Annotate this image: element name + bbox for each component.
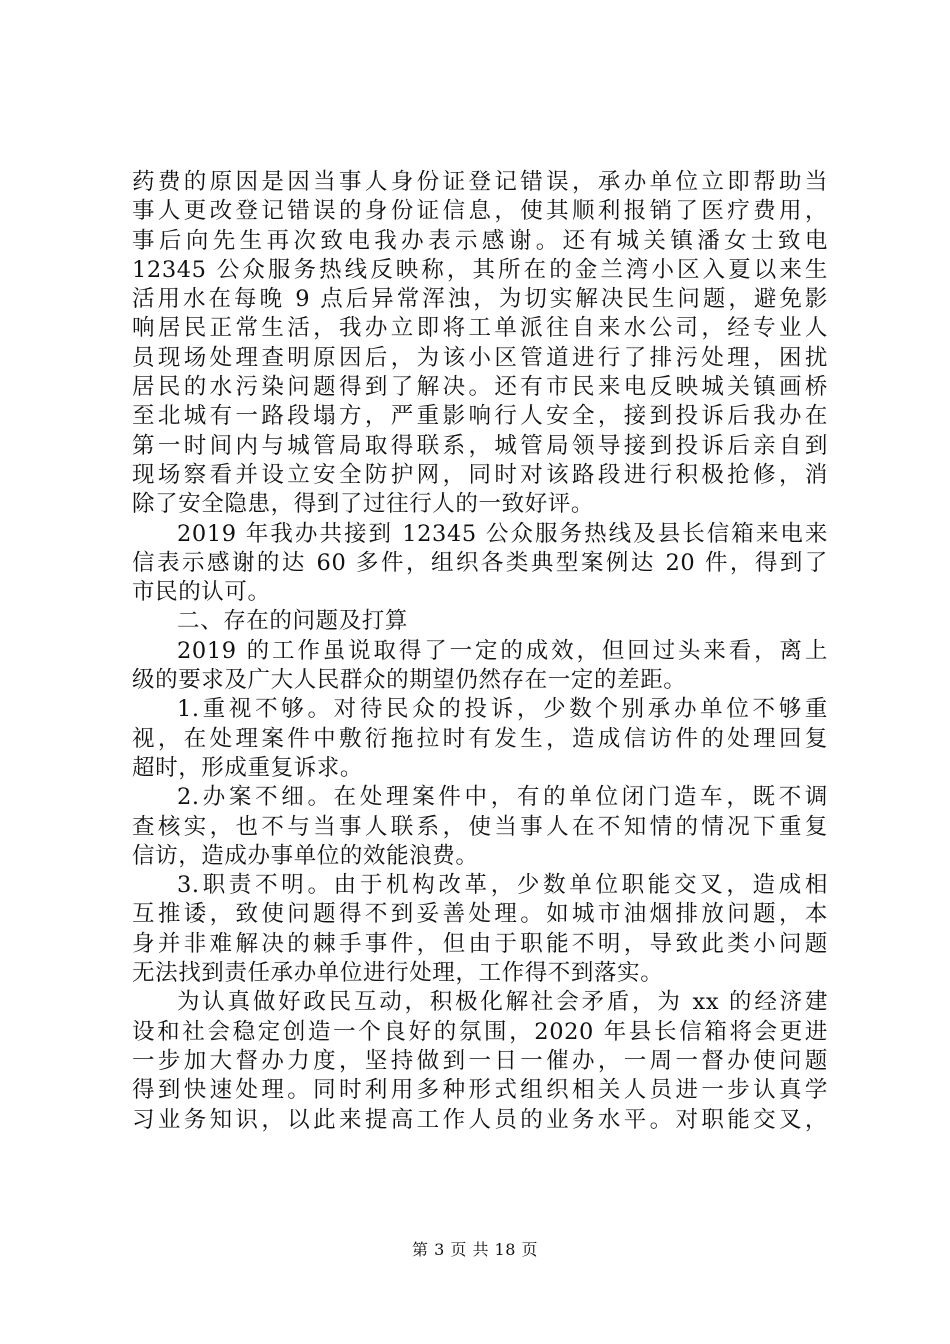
text-line: 级的要求及广大人民群众的期望仍然存在一定的差距。 — [132, 667, 687, 694]
text-line: 除了安全隐患，得到了过往行人的一致好评。 — [132, 491, 595, 518]
text-line: 一步加大督办力度，坚持做到一日一催办，一周一督办使问题 — [132, 1047, 828, 1074]
text-line: 得到快速处理。同时利用多种形式组织相关人员进一步认真学 — [132, 1077, 828, 1104]
page-number-label: 第 3 页 共 18 页 — [412, 1240, 538, 1259]
text-line: 视，在处理案件中敷衍拖拉时有发生，造成信访件的处理回复 — [132, 725, 828, 752]
text-line: 身并非难解决的棘手事件，但由于职能不明，导致此类小问题 — [132, 930, 828, 957]
text-line: 事人更改登记错误的身份证信息，使其顺利报销了医疗费用， — [132, 198, 828, 225]
text-line: 信表示感谢的达 60 多件，组织各类典型案例达 20 件，得到了 — [132, 549, 828, 576]
text-line: 响居民正常生活，我办立即将工单派往自来水公司，经专业人 — [132, 315, 828, 342]
text-line: 活用水在每晚 9 点后异常浑浊，为切实解决民生问题，避免影 — [132, 286, 828, 313]
body-text — [132, 168, 828, 1135]
text-line: 2019 的工作虽说取得了一定的成效，但回过头来看，离上 — [177, 637, 828, 664]
text-line: 员现场处理查明原因后，为该小区管道进行了排污处理，困扰 — [132, 344, 828, 371]
page-footer — [0, 1237, 950, 1260]
text-line: 信访，造成办事单位的效能浪费。 — [132, 842, 479, 869]
text-line: 第一时间内与城管局取得联系，城管局领导接到投诉后亲自到 — [132, 432, 828, 459]
text-line: 为认真做好政民互动，积极化解社会矛盾，为 xx 的经济建 — [177, 989, 828, 1016]
text-line: 事后向先生再次致电我办表示感谢。还有城关镇潘女士致电 — [132, 227, 828, 254]
text-line: 互推诿，致使问题得不到妥善处理。如城市油烟排放问题，本 — [132, 901, 828, 928]
text-line: 居民的水污染问题得到了解决。还有市民来电反映城关镇画桥 — [132, 374, 828, 401]
text-line: 2.办案不细。在处理案件中，有的单位闭门造车，既不调 — [177, 784, 828, 811]
text-line: 至北城有一路段塌方，严重影响行人安全，接到投诉后我办在 — [132, 403, 828, 430]
text-line: 查核实，也不与当事人联系，使当事人在不知情的情况下重复 — [132, 813, 828, 840]
text-line: 12345 公众服务热线反映称，其所在的金兰湾小区入夏以来生 — [132, 256, 828, 283]
text-line: 市民的认可。 — [132, 579, 271, 606]
text-line: 2019 年我办共接到 12345 公众服务热线及县长信箱来电来 — [177, 520, 828, 547]
text-line: 习业务知识，以此来提高工作人员的业务水平。对职能交叉， — [132, 1106, 828, 1133]
text-line: 无法找到责任承办单位进行处理，工作得不到落实。 — [132, 960, 664, 987]
text-line: 设和社会稳定创造一个良好的氛围，2020 年县长信箱将会更进 — [132, 1018, 828, 1045]
text-line: 现场察看并设立安全防护网，同时对该路段进行积极抢修，消 — [132, 461, 828, 488]
text-line: 超时，形成重复诉求。 — [132, 754, 364, 781]
text-line: 3.职责不明。由于机构改革，少数单位职能交叉，造成相 — [177, 872, 828, 899]
text-line: 1.重视不够。对待民众的投诉，少数个别承办单位不够重 — [177, 696, 828, 723]
text-line: 药费的原因是因当事人身份证登记错误，承办单位立即帮助当 — [132, 169, 828, 195]
section-heading: 二、存在的问题及打算 — [177, 608, 409, 635]
